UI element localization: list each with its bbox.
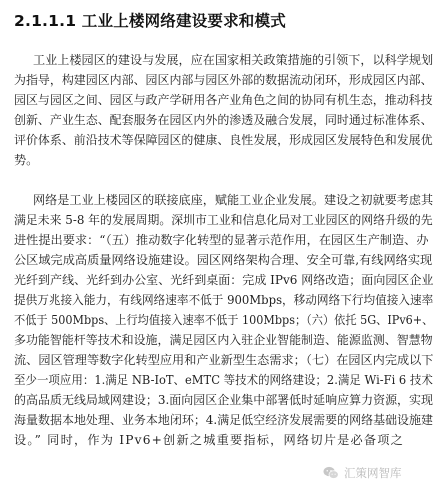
- paragraph-line: 园区与园区之间、园区与政产学研用各产业角色之间的协同有机生态，推动科技: [14, 93, 433, 107]
- paragraph-line: 势。: [14, 153, 39, 167]
- paragraph-line: 光纤到产线、光纤到办公室、光纤到桌面：完成 IPv6 网络改造；面向园区企业: [14, 273, 434, 287]
- paragraph-line: 为指导，构建园区内部、园区内部与园区外部的数据流动闭环，形成园区内部、: [14, 73, 433, 87]
- paragraph-line: 不低于 500Mbps、上行均值接入速率不低于 100Mbps；（六）依托 5G、IPv6+、: [14, 313, 434, 327]
- paragraph-line: 进性提出要求：“（五）推动数字化转型的显著示范作用，在园区生产制造、办: [14, 233, 429, 247]
- section-heading: 2.1.1.1 工业上楼网络建设要求和模式: [14, 12, 286, 30]
- paragraph-line: 公区域完成高质量网络设施建设。园区网络架构合理、安全可靠,有线网络实现: [14, 253, 433, 267]
- paragraph-line: 至少一项应用：1.满足 NB-IoT、eMTC 等技术的网络建设；2.满足 Wi-Fi 6 技术: [14, 373, 433, 387]
- paragraph-line: 网络是工业上楼园区的联接底座，赋能工业企业发展。建设之初就要考虑其: [33, 193, 434, 207]
- paragraph-line: 提供万兆接入能力，有线网络速率不低于 900Mbps，移动网络下行均值接入速率: [14, 293, 434, 307]
- paragraph-line: 的高品质无线局域网建设；3.面向园区企业集中部署低时延响应算力资源，实现: [14, 393, 434, 407]
- paragraph-line: 工业上楼园区的建设与发展，应在国家相关政策措施的引领下，以科学规划: [33, 53, 434, 67]
- wechat-logo-icon: [322, 464, 340, 482]
- watermark-text: 汇策网智库: [344, 466, 402, 480]
- watermark: [322, 462, 402, 484]
- paragraph-line: 评价体系、前沿技术等保障园区的健康、良性发展，形成园区发展特色和发展优: [14, 133, 433, 147]
- paragraph-line: 满足未来 5-8 年的发展周期。深圳市工业和信息化局对工业园区的网络升级的先: [14, 213, 433, 227]
- paragraph-line: 设。” 同时，作为 IPv6+创新之城重要指标，网络切片是必备项之: [14, 433, 405, 447]
- paragraph-line: 海量数据本地处理、业务本地闭环；4.满足低空经济发展需要的网络基础设施建: [14, 413, 434, 427]
- paragraph-line: 流、园区管理等数字化转型应用和产业新型生态需求；（七）在园区内完成以下: [14, 353, 434, 367]
- paragraph-line: 创新、产业生态、配套服务在园区内外的渗透及融合发展，同时通过标准体系、: [14, 113, 433, 127]
- paragraph-line: 多功能智能杆等技术和设施，满足园区内入驻企业智能制造、能源监测、智慧物: [14, 333, 433, 347]
